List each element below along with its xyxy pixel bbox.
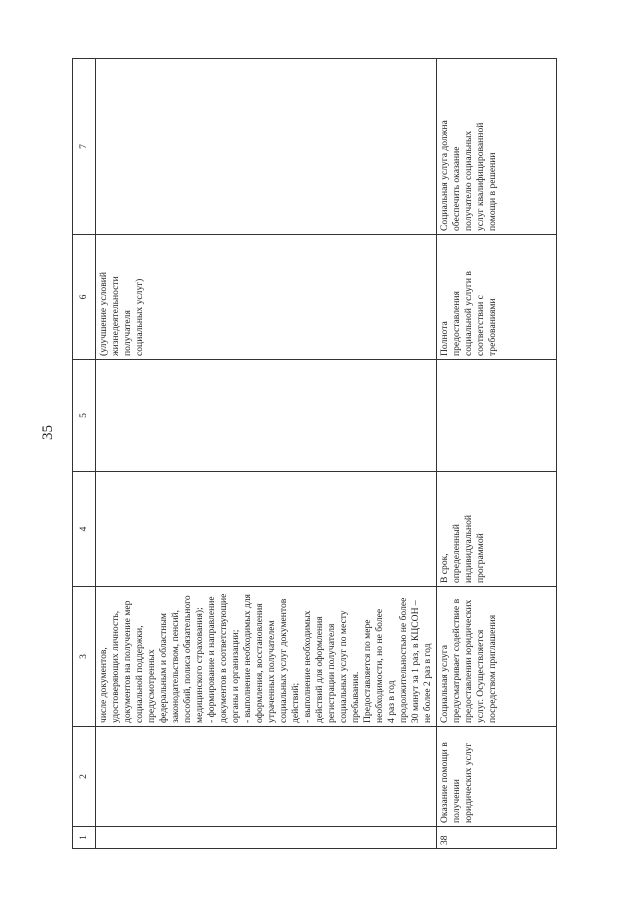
header-col-6: 6 bbox=[73, 235, 96, 360]
table-row-38 bbox=[436, 59, 556, 849]
table-rotated-container bbox=[72, 59, 557, 849]
cell-conditions: Социальная услуга должна обеспечить оказание получателю социальных услуг квалифицированной помощи в решении bbox=[436, 59, 556, 235]
table-row-continuation bbox=[96, 59, 437, 849]
header-col-7: 7 bbox=[73, 59, 96, 235]
cell-service-name: Оказание помощи в получении юридических услуг bbox=[436, 727, 556, 827]
table-header-row bbox=[73, 59, 96, 849]
header-col-5: 5 bbox=[73, 360, 96, 472]
header-col-2: 2 bbox=[73, 727, 96, 827]
header-col-3: 3 bbox=[73, 587, 96, 727]
header-col-4: 4 bbox=[73, 472, 96, 587]
cell-indicators: (улучшение условий жизнедеятельности получателя социальных услуг) bbox=[96, 235, 437, 360]
cell-col-5 bbox=[96, 360, 437, 472]
cell-conditions bbox=[96, 59, 437, 235]
cell-number bbox=[96, 827, 437, 849]
cell-deadline: В срок, определенный индивидуальной программой bbox=[436, 472, 556, 587]
cell-description: Социальная услуга предусматривает содействие в предоставлении юридических услуг. Осуществляется посредством приглашения bbox=[436, 587, 556, 727]
header-col-1: 1 bbox=[73, 827, 96, 849]
cell-col-5 bbox=[436, 360, 556, 472]
page-number: 35 bbox=[40, 425, 56, 440]
cell-indicators: Полнота предоставления социальной услуги в соответствии с требованиями bbox=[436, 235, 556, 360]
cell-service-name bbox=[96, 727, 437, 827]
cell-deadline bbox=[96, 472, 437, 587]
services-table bbox=[72, 58, 557, 849]
cell-description: числе документов, удостоверяющих личность, документов на получение мер социальной поддержки, предусмотренных федеральным и областным законодательством, пенсий, пособий, полиса обязательного медицинского страхования); - формирование и направление документов в соответствующие органы и организации; - выполнение необходимых для оформления, восстановления утраченных получателем социальных услуг документов действий; - выполнение необходимых действий для оформления регистрации получателя социальных услуг по месту пребывания. Предоставляется по мере необходимости, но не более 4 раз в год продолжительностью не более 30 минут за 1 раз, в КЦСОН – не более 2 раз в год bbox=[96, 587, 437, 727]
cell-number: 38 bbox=[436, 827, 556, 849]
